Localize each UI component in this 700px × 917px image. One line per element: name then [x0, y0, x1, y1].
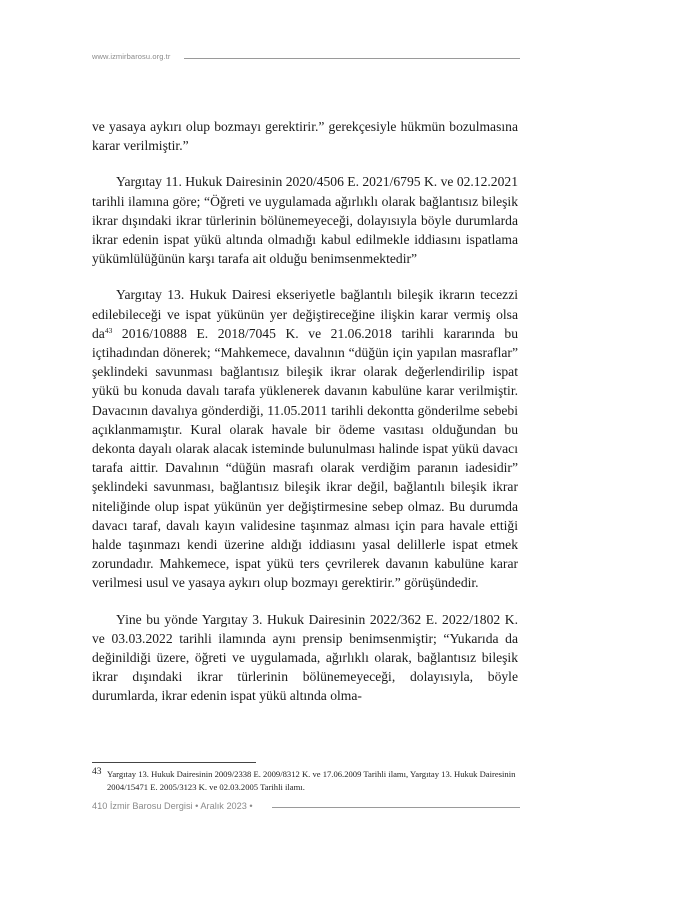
- paragraph-3-rest: 2016/10888 E. 2018/7045 K. ve 21.06.2018 tarihli kararında bu içtihadından dönerek; “Mahkemece, davalının “düğün için yapılan masraflar” şeklindeki savunması bağlantısız bileşik ikrar olarak değerlendirilip ispat yükü bu konuda davalı tarafa yüklenerek davanın kabulüne karar verilmiştir. Davacının davalıya gönderdiği, 11.05.2011 tarihli dekontta gönderilme sebebi açıklanmamıştır. Kural olarak havale bir ödeme vasıtası olduğundan bu dekonta dayalı olarak alacak isteminde bulunulması halinde ispat yükü davacı tarafa aittir. Davalının “düğün masrafı olarak verdiğim paranın iadesidir” şeklindeki savunması, bağlantısız bileşik ikrar değil, bağlantılı bileşik ikrar niteliğinde olup ispat yükünün yer değiştirmesine sebep olmaz. Bu durumda davacı taraf, davalı kayın validesine taşınmaz alması için para havale ettiği halde taşınmazı kendi üzerine aldığı iddiasını yasal delillerle ispat etmek zorundadır. Mahkemece, ispat yükü ters çevrilerek davanın kabulüne karar verilmesi usul ve yasaya aykırı olup bozmayı gerektirir.” görüşündedir.: [92, 325, 518, 591]
- footnote-divider: [92, 762, 256, 763]
- footnote-text: Yargıtay 13. Hukuk Dairesinin 2009/2338 E. 2009/8312 K. ve 17.06.2009 Tarihli ilamı, Yargıtay 13. Hukuk Dairesinin 2004/15471 E. 2005/3123 K. ve 02.03.2005 Tarihli ilamı.: [107, 769, 516, 792]
- body-text: [92, 117, 518, 706]
- footnote: [92, 768, 520, 793]
- paragraph-1: ve yasaya aykırı olup bozmayı gerektirir.” gerekçesiyle hükmün bozulmasına karar verilmiştir.”: [92, 119, 518, 154]
- paragraph-3-start: Yargıtay 13. Hukuk Dairesi ekseriyetle bağlantılı bileşik ikrarın tecezzi edilebileceği ve ispat yükünün yer değiştireceğine ilişkin karar vermiş olsa da: [92, 287, 518, 341]
- header-divider: [184, 58, 520, 59]
- footnote-number: 43: [92, 767, 102, 777]
- header-url-link[interactable]: www.izmirbarosu.org.tr: [92, 52, 171, 61]
- paragraph-2: Yargıtay 11. Hukuk Dairesinin 2020/4506 E. 2021/6795 K. ve 02.12.2021 tarihli ilamına göre; “Öğreti ve uygulamada ağırlıklı olarak bağlantısız bileşik ikrar dışındaki ikrar türlerinin bölünemeyeceği, dolayısıyla böyle durumlarda ikrar edenin ispat yükü altında olmadığı kabul edilmekle iddiasını ispatlama yükümlülüğünün karşı tarafa ait olduğu benimsenmektedir”: [92, 174, 518, 267]
- footer-divider: [272, 807, 520, 808]
- paragraph-3: [92, 285, 518, 592]
- footnote-reference[interactable]: 43: [104, 325, 113, 335]
- footer-text: 410 İzmir Barosu Dergisi • Aralık 2023 •: [92, 801, 253, 811]
- page-footer: [92, 801, 520, 815]
- paragraph-4: Yine bu yönde Yargıtay 3. Hukuk Dairesinin 2022/362 E. 2022/1802 K. ve 03.03.2022 tarihli ilamında aynı prensip benimsenmiştir; “Yukarıda da değinildiği üzere, öğreti ve uygulamada, ağırlıklı olarak, bağlantısız bileşik ikrar dışındaki ikrar türlerinin bölünemeyeceği, dolayısıyla, böyle durumlarda, ikrar edenin ispat yükü altında olma-: [92, 611, 518, 704]
- page-header: [92, 50, 520, 64]
